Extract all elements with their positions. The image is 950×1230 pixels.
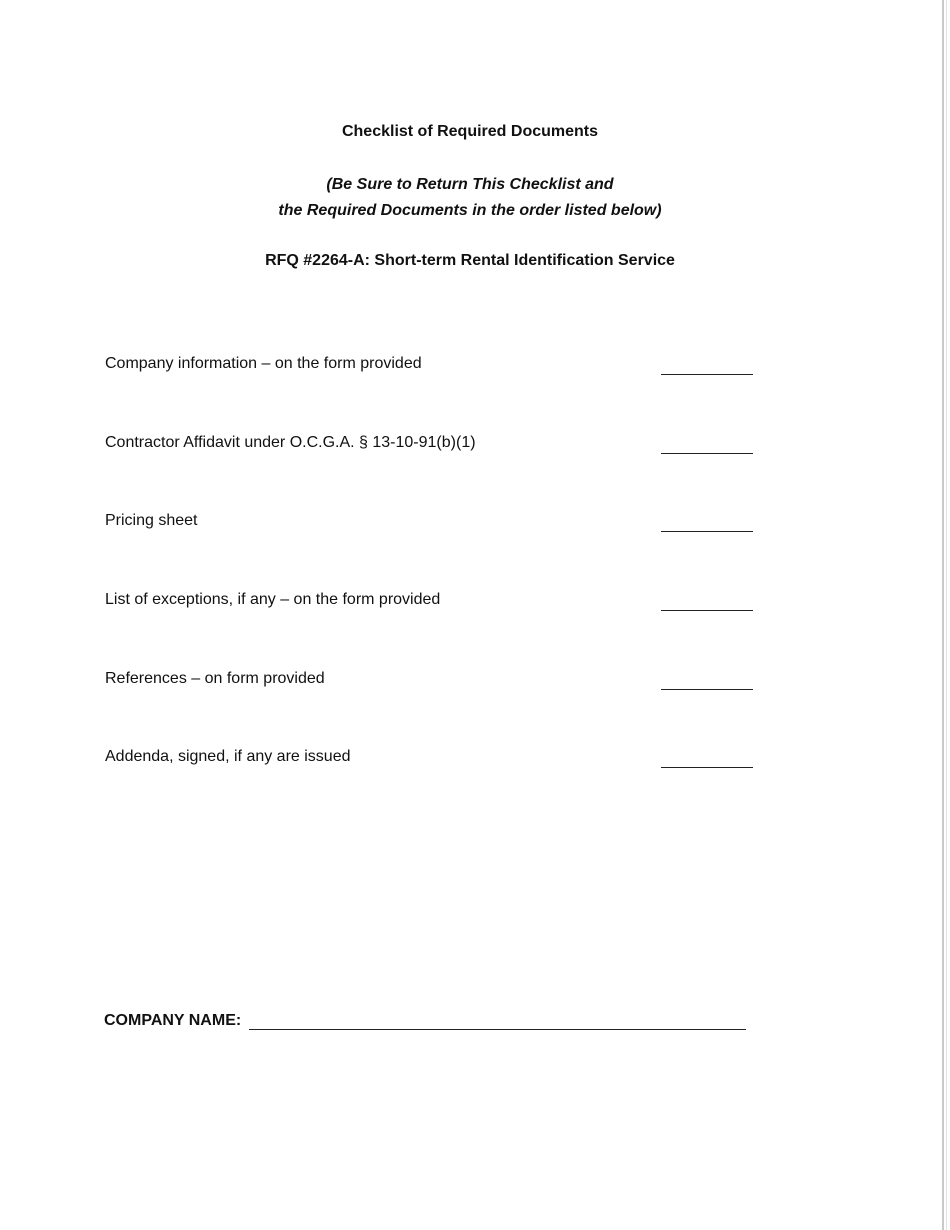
checkmark-blank [661, 453, 753, 454]
company-name-field [104, 1012, 749, 1036]
checklist-item-list-of-exceptions [105, 591, 755, 617]
scan-edge [942, 0, 944, 1230]
checklist-item-addenda [105, 748, 755, 774]
instruction-line-1: (Be Sure to Return This Checklist and [326, 176, 614, 193]
company-name-line [249, 1029, 746, 1030]
checklist-item-label: Company information – on the form provided [105, 355, 422, 372]
checkmark-blank [661, 767, 753, 768]
checkmark-blank [661, 374, 753, 375]
checklist-item-label: References – on form provided [105, 670, 325, 687]
checklist-item-company-information [105, 355, 755, 381]
checklist-item-contractor-affidavit [105, 434, 755, 460]
checklist-item-label: Contractor Affidavit under O.C.G.A. § 13-10-91(b)(1) [105, 434, 476, 451]
checklist-item-pricing-sheet [105, 512, 755, 538]
checkmark-blank [661, 689, 753, 690]
checklist-item-label: List of exceptions, if any – on the form provided [105, 591, 441, 608]
checkmark-blank [661, 531, 753, 532]
scan-edge-shadow [946, 0, 947, 1230]
company-name-label: COMPANY NAME: [104, 1012, 242, 1029]
page-title: Checklist of Required Documents [341, 123, 599, 140]
rfq-title: RFQ #2264-A: Short-term Rental Identification Service [265, 252, 675, 269]
checklist-item-label: Pricing sheet [105, 512, 198, 529]
instructions [0, 172, 940, 224]
instruction-line-2: the Required Documents in the order listed below) [278, 202, 662, 219]
checklist-item-references [105, 670, 755, 696]
checkmark-blank [661, 610, 753, 611]
checklist-item-label: Addenda, signed, if any are issued [105, 748, 351, 765]
